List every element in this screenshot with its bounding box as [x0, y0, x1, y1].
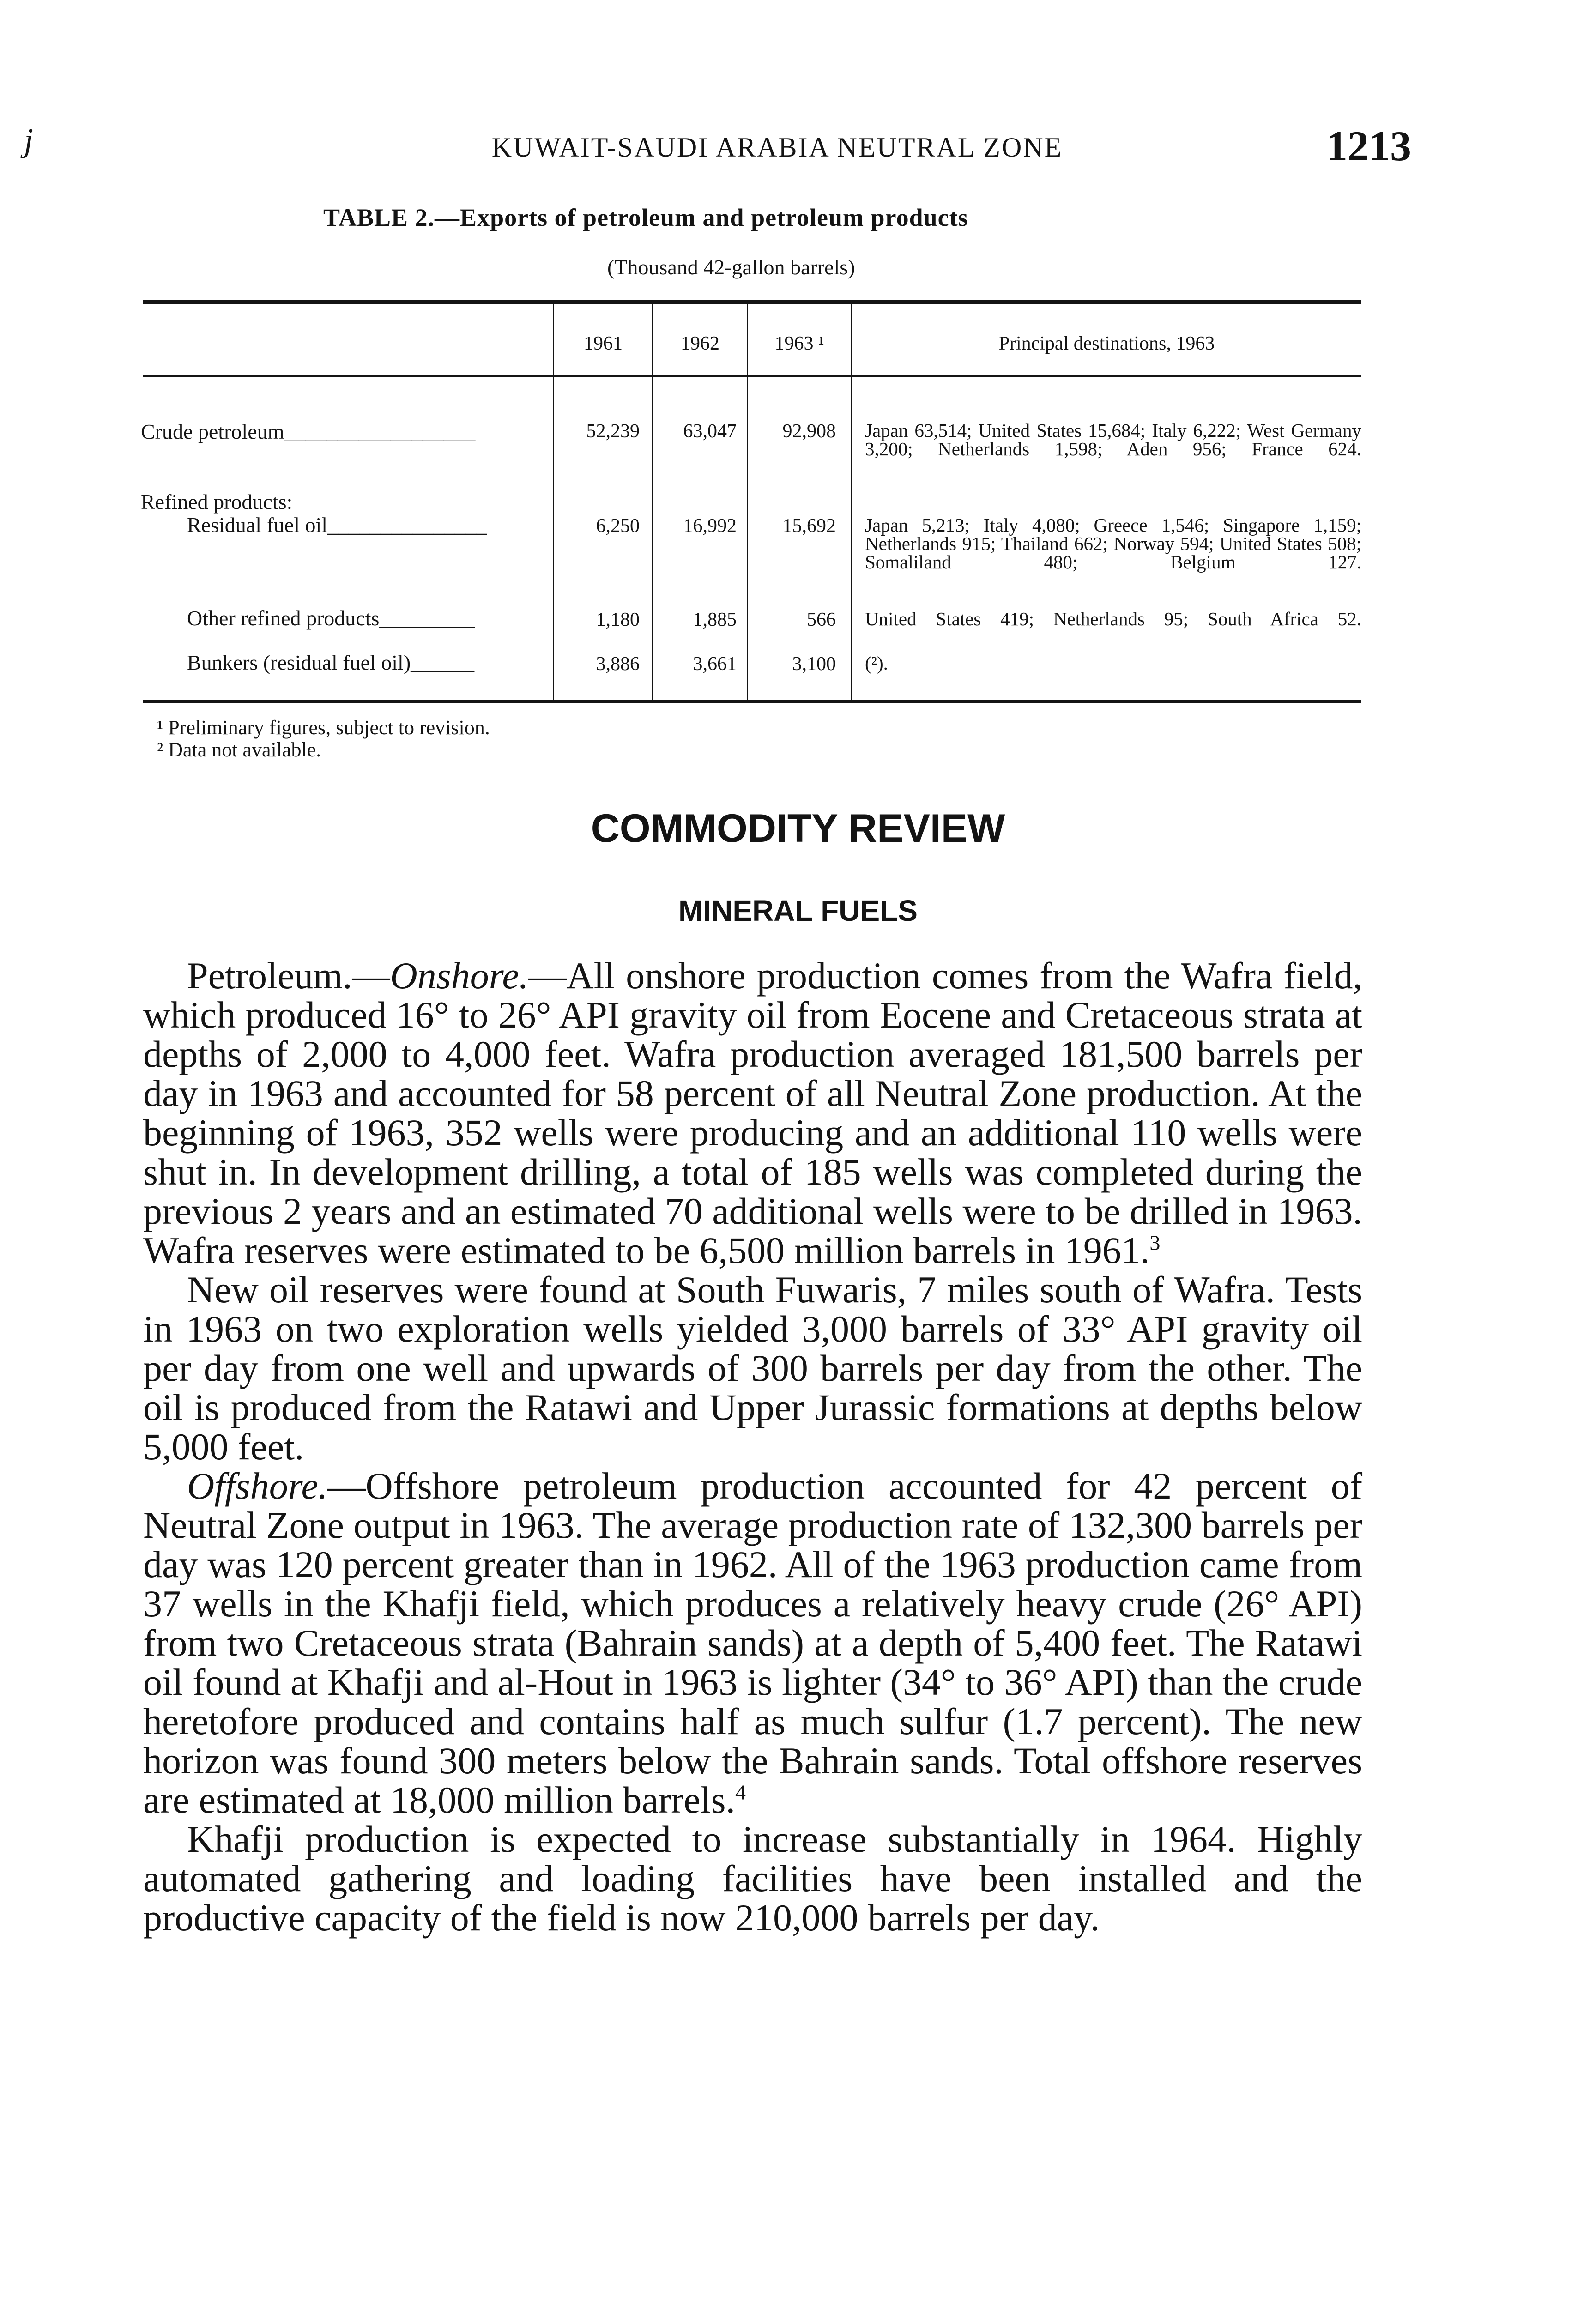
body-text	[143, 956, 1362, 1937]
table-cell: 52,239	[586, 421, 640, 442]
destinations-cell: United States 419; Netherlands 95; South Africa 52.	[865, 608, 1361, 629]
run-in-heading: Petroleum.—	[187, 955, 390, 997]
paragraph-south-fuwaris	[143, 1270, 1362, 1466]
table-title: TABLE 2.—Exports of petroleum and petroleum products	[323, 204, 968, 231]
section-title-mineral-fuels: MINERAL FUELS	[678, 894, 918, 927]
destinations-cell: (²).	[865, 653, 888, 674]
table-bottom-rule	[143, 700, 1361, 703]
table-cell: 1,885	[693, 609, 737, 630]
table-cell: 15,692	[782, 515, 836, 537]
table-footnote: ² Data not available.	[157, 738, 321, 761]
paragraph-text: New oil reserves were found at South Fuwaris, 7 miles south of Wafra. Tests in 1963 on two exploration wells yielded 3,000 barrels of 33° API gravity oil per day from one well and upwards of 300 barrels per day from the other. The oil is produced from the Ratawi and Upper Jurassic formations at depths below 5,000 feet.	[143, 1269, 1362, 1468]
section-title-commodity-review: COMMODITY REVIEW	[591, 806, 1005, 851]
table-cell: 16,992	[683, 515, 737, 537]
table-cell: 3,100	[792, 653, 836, 675]
page-header	[143, 118, 1411, 169]
subheading-offshore: Offshore.	[187, 1465, 328, 1507]
table-cell: 6,250	[596, 515, 640, 537]
row-label-crude-petroleum: Crude petroleum__________________	[141, 420, 476, 443]
paragraph-text: —All onshore production comes from the Wafra field, which produced 16° to 26° API gravity oil from Eocene and Cretaceous strata at depths of 2,000 to 4,000 feet. Wafra production averaged 181,500 barrels per day in 1963 and accounted for 58 percent of all Neutral Zone production. At the beginning of 1963, 352 wells were producing and an additional 110 wells were shut in. In development drilling, a total of 185 wells was completed during the previous 2 years and an estimated 70 additional wells were to be drilled in 1963. Wafra reserves were estimated to be 6,500 million barrels in 1961.	[143, 955, 1362, 1271]
column-header-destinations: Principal destinations, 1963	[998, 333, 1215, 354]
column-header-1962: 1962	[681, 333, 719, 354]
subheading-onshore: Onshore.	[390, 955, 529, 997]
paragraph-onshore	[143, 956, 1362, 1270]
table-footnote: ¹ Preliminary figures, subject to revision.	[157, 716, 490, 739]
table-subtitle: (Thousand 42-gallon barrels)	[607, 255, 855, 279]
footnote-ref: 3	[1149, 1231, 1161, 1255]
table-cell: 1,180	[596, 609, 640, 630]
footnote-ref: 4	[735, 1780, 746, 1804]
row-label-residual-fuel-oil: Residual fuel oil_______________	[187, 513, 487, 537]
table-cell: 92,908	[782, 421, 836, 442]
table-footnotes	[157, 717, 490, 761]
column-divider	[553, 304, 554, 700]
column-divider	[851, 304, 852, 700]
table-cell: 3,886	[596, 653, 640, 675]
running-head: KUWAIT-SAUDI ARABIA NEUTRAL ZONE	[491, 132, 1063, 163]
row-label-other-refined-products: Other refined products_________	[187, 606, 475, 630]
table-cell: 566	[807, 609, 836, 630]
row-label-bunkers: Bunkers (residual fuel oil)______	[187, 651, 475, 674]
table-cell: 3,661	[693, 653, 737, 675]
destinations-cell: Japan 63,514; United States 15,684; Italy 6,222; West Germany 3,200; Netherlands 1,598; Aden 956; France 624.	[865, 420, 1361, 459]
corner-mark: j	[24, 121, 34, 158]
table-header-rule	[143, 375, 1361, 377]
page-number: 1213	[1326, 122, 1411, 169]
row-label-refined-products: Refined products:	[141, 490, 293, 514]
destinations-cell: Japan 5,213; Italy 4,080; Greece 1,546; Singapore 1,159; Netherlands 915; Thailand 662; Norway 594; United States 508; Somaliland 480; Belgium 127.	[865, 514, 1361, 573]
paragraph-text: —Offshore petroleum production accounted for 42 percent of Neutral Zone output in 1963. The average production rate of 132,300 barrels per day was 120 percent greater than in 1962. All of the 1963 production came from 37 wells in the Khafji field, which produces a relatively heavy crude (26° API) from two Cretaceous strata (Bahrain sands) at a depth of 5,400 feet. The Ratawi oil found at Khafji and al-Hout in 1963 is lighter (34° to 36° API) than the crude heretofore produced and contains half as much sulfur (1.7 percent). The new horizon was found 300 meters below the Bahrain sands. Total offshore reserves are estimated at 18,000 million barrels.	[143, 1465, 1362, 1821]
table-top-rule	[143, 300, 1361, 304]
column-divider	[747, 304, 748, 700]
column-header-1961: 1961	[584, 333, 623, 354]
table-cell: 63,047	[683, 421, 737, 442]
paragraph-khafji	[143, 1819, 1362, 1937]
paragraph-offshore	[143, 1466, 1362, 1819]
paragraph-text: Khafji production is expected to increase substantially in 1964. Highly automated gathering and loading facilities have been installed and the productive capacity of the field is now 210,000 barrels per day.	[143, 1818, 1362, 1939]
column-header-1963: 1963 ¹	[774, 333, 824, 354]
column-divider	[652, 304, 653, 700]
